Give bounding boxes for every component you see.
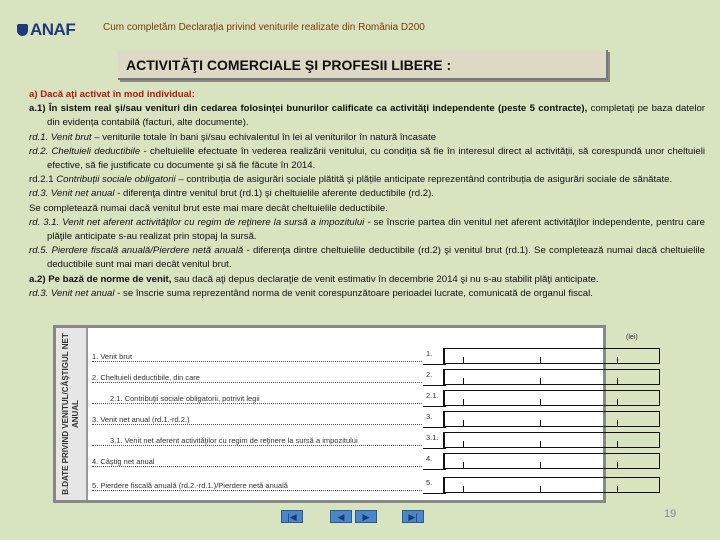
form-row-number: 2. bbox=[423, 369, 446, 386]
form-row-value-box[interactable] bbox=[443, 369, 660, 385]
slide-title: ACTIVITĂŢI COMERCIALE ŞI PROFESII LIBERE : bbox=[126, 57, 452, 73]
para-a1 bbox=[29, 102, 705, 130]
a2-label: a.2) Pe bază de norme de venit, bbox=[29, 273, 172, 285]
first-slide-button[interactable]: |◀ bbox=[281, 510, 303, 523]
heading-a bbox=[29, 88, 705, 102]
form-row-number: 2.1. bbox=[423, 390, 446, 407]
a1-text: completaţi pe baza datelor din evidența contabilă (facturi, alte documente). bbox=[47, 103, 706, 129]
para-a2 bbox=[29, 273, 705, 287]
next-slide-button[interactable]: ▶ bbox=[355, 510, 377, 523]
section-label-column bbox=[56, 328, 88, 500]
form-row-label: 2. Cheltuieli deductibile, din care bbox=[92, 373, 422, 383]
section-label: B.DATE PRIVIND VENITUL/CÂŞTIGUL NET ANUAL bbox=[61, 333, 80, 495]
form-row-label: 4. Câştig net anual bbox=[92, 457, 422, 467]
shield-icon bbox=[17, 24, 28, 36]
rd2-label: rd.2. Cheltuieli deductibile bbox=[29, 145, 141, 157]
para-rd3b bbox=[29, 287, 705, 301]
a1-label: a.1) În sistem real şi/sau venituri din cedarea folosinţei bunurilor calificate ca activităţi independente (peste 5 contracte), bbox=[29, 103, 588, 115]
last-slide-button[interactable]: ▶| bbox=[402, 510, 424, 523]
rd3-label: rd.3. Venit net anual bbox=[29, 188, 115, 200]
form-row-value-box[interactable] bbox=[443, 348, 660, 364]
rd31-text: se înscrie partea din venitul net aferent activităţilor independente, pentru care plăţile anticipate s-au realizat prin stopaj la sursă. bbox=[47, 216, 705, 243]
para-rd5 bbox=[29, 244, 705, 272]
a-heading: a) Dacă aţi activat în mod individual: bbox=[29, 89, 195, 100]
form-row-number: 5. bbox=[423, 477, 446, 494]
page-number: 19 bbox=[664, 508, 677, 520]
rd21-text: – contribuția de asigurări sociale plătită şi plățile anticipate reprezentând contribuția de asigurări sociale de sănătate. bbox=[175, 174, 673, 186]
rd2-text: - cheltuielile efectuate în vederea realizării venitului, cu condiția să fie în interesul direct al activității, să corespundă unor cheltuieli efective, să fie justificate cu documente şi să fie făcute în 2014. bbox=[47, 145, 705, 172]
form-row-value-box[interactable] bbox=[443, 453, 660, 469]
form-row-number: 1. bbox=[423, 348, 446, 365]
form-row-label: 2.1. Contribuţii sociale obligatorii, potrivit legii bbox=[92, 394, 422, 404]
para-rd21 bbox=[29, 173, 705, 187]
form-row-number: 3.1. bbox=[423, 432, 446, 449]
form-row-number: 4. bbox=[423, 453, 446, 470]
rd5-text: - diferenţa dintre cheltuielile deductibile (rd.2) şi venitul brut (rd.1). Se completează numai dacă cheltuielile deductibile sunt mai mari decât venitul brut. bbox=[47, 245, 705, 271]
rd3b-text: - se înscrie suma reprezentând norma de venit corespunzătoare perioadei lucrate, comunicată de organul fiscal. bbox=[114, 287, 593, 299]
rd1-text: – veniturile totale în bani şi/sau echivalentul în lei al veniturilor în natură încasate bbox=[91, 131, 437, 143]
slide-title-box bbox=[118, 50, 608, 80]
para-rd3-note: Se completează numai dacă venitul brut este mai mare decât cheltuielile deductibile. bbox=[29, 202, 388, 214]
rd21-prefix: rd.2.1 bbox=[29, 174, 57, 186]
previous-slide-button[interactable]: ◀ bbox=[330, 510, 352, 523]
rd31-label: rd. 3.1. Venit net aferent activităţilor cu regim de reţinere la sursă a impozitului - bbox=[29, 216, 371, 228]
form-row-label: 3.1. Venit net aferent activităţilor cu regim de reţinere la sursă a impozitului bbox=[92, 436, 422, 446]
form-row-value-box[interactable] bbox=[443, 432, 660, 448]
rd5-label: rd.5. Pierdere fiscală anuală/Pierdere netă anuală bbox=[29, 245, 244, 257]
anaf-logo bbox=[17, 20, 75, 40]
unit-label: (lei) bbox=[626, 334, 638, 341]
a2-text: sau dacă aţi depus declaraţie de venit estimativ în decembrie 2014 şi nu s-au stabilit plăţi anticipate. bbox=[171, 273, 599, 285]
form-row-label: 1. Venit brut bbox=[92, 352, 422, 362]
rd3b-label: rd.3. Venit net anual bbox=[29, 287, 115, 299]
rd1-label: rd.1. Venit brut bbox=[29, 131, 92, 143]
rd3-text: - diferenţa dintre venitul brut (rd.1) şi cheltuielile aferente deductibile (rd.2). bbox=[114, 188, 434, 200]
para-rd31 bbox=[29, 216, 705, 244]
para-rd2 bbox=[29, 145, 705, 173]
form-row-label: 3. Venit net anual (rd.1.-rd.2.) bbox=[92, 415, 422, 425]
para-rd3 bbox=[29, 187, 705, 201]
form-excerpt bbox=[53, 325, 638, 503]
logo-text: ANAF bbox=[30, 20, 76, 39]
rd21-label: Contribuții sociale obligatorii bbox=[56, 174, 176, 186]
form-row-label: 5. Pierdere fiscală anuală (rd.2.-rd.1.)/Pierdere netă anuală bbox=[92, 481, 422, 491]
instructions-text bbox=[29, 88, 705, 301]
presentation-subtitle: Cum completăm Declarația privind veniturile realizate din România D200 bbox=[103, 22, 425, 33]
form-row-value-box[interactable] bbox=[443, 477, 660, 493]
form-row-number: 3. bbox=[423, 411, 446, 428]
form-row-value-box[interactable] bbox=[443, 411, 660, 427]
form-row-value-box[interactable] bbox=[443, 390, 660, 406]
para-rd1 bbox=[29, 131, 705, 145]
